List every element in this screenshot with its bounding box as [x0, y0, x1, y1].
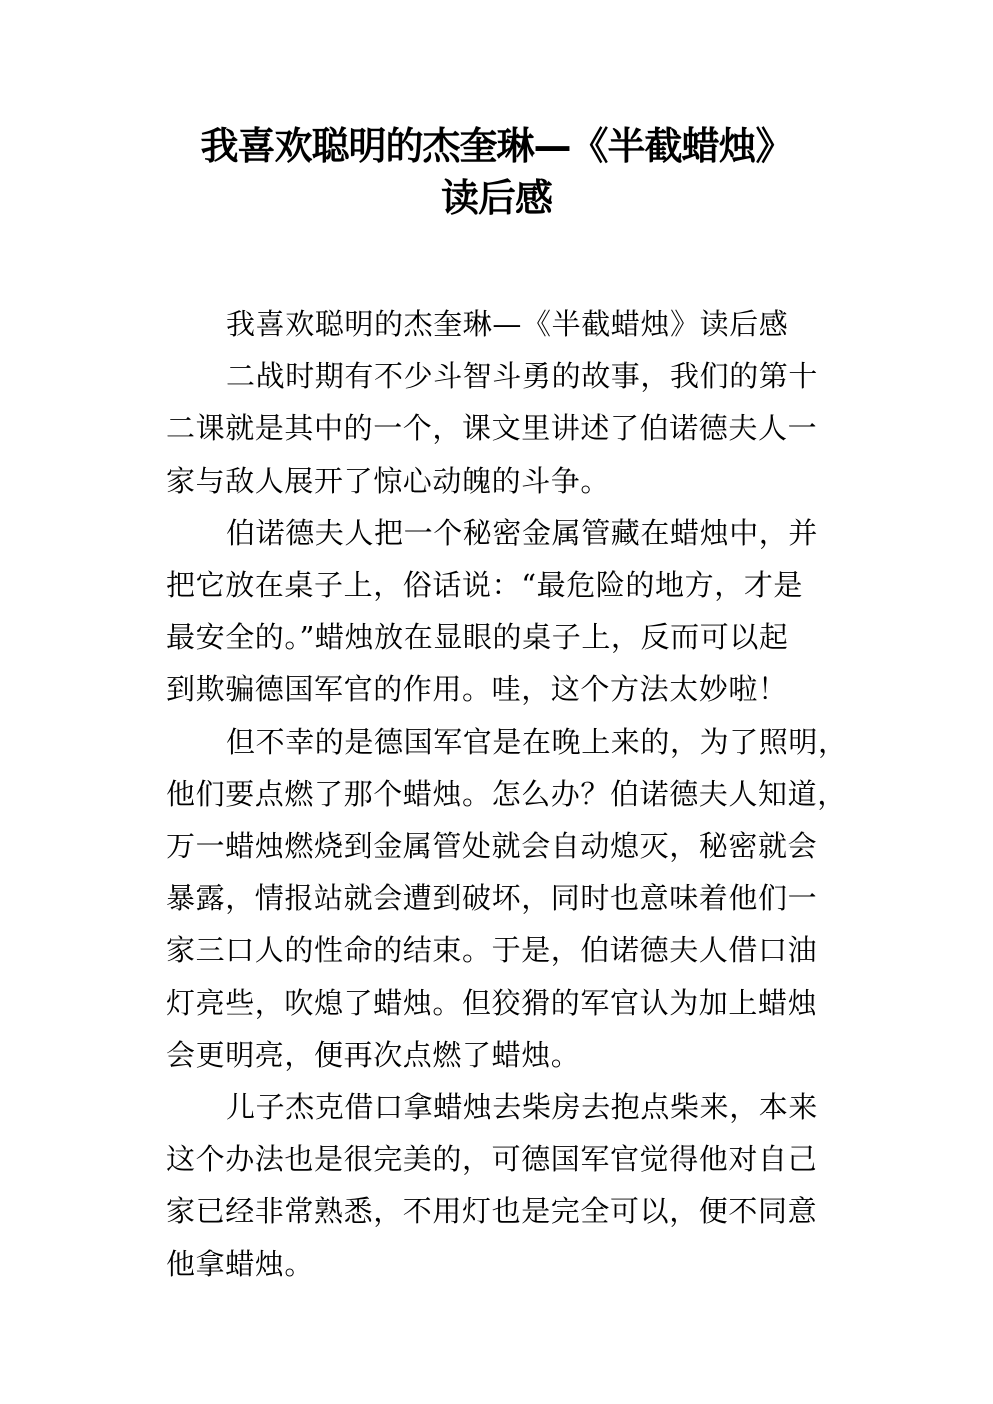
text-line: 家已经非常熟悉，不用灯也是完全可以，便不同意	[166, 1194, 818, 1229]
text-line: 灯亮些，吹熄了蜡烛。但狡猾的军官认为加上蜡烛	[166, 985, 818, 1020]
text-line: 万一蜡烛燃烧到金属管处就会自动熄灭，秘密就会	[166, 829, 818, 864]
text-line: 我喜欢聪明的杰奎琳—《半截蜡烛》读后感	[226, 307, 789, 341]
text-line: 家与敌人展开了惊心动魄的斗争。	[166, 463, 611, 498]
text-line: 伯诺德夫人把一个秘密金属管藏在蜡烛中，并	[226, 515, 819, 550]
paragraph-jack	[166, 1081, 846, 1290]
text-line: 二课就是其中的一个，课文里讲述了伯诺德夫人一	[166, 411, 818, 446]
text-line: 最安全的。”蜡烛放在显眼的桌子上，反而可以起	[166, 620, 789, 655]
paragraph-intro	[166, 350, 846, 507]
paragraph-hiding	[166, 507, 846, 716]
paragraph-subtitle	[166, 298, 846, 350]
text-line: 二战时期有不少斗智斗勇的故事，我们的第十	[226, 359, 819, 394]
text-line: 把它放在桌子上，俗话说：“最危险的地方，才是	[166, 568, 804, 603]
text-line: 儿子杰克借口拿蜡烛去柴房去抱点柴来，本来	[226, 1090, 819, 1125]
text-line: 会更明亮，便再次点燃了蜡烛。	[166, 1037, 581, 1072]
text-line: 但不幸的是德国军官是在晚上来的，为了照明，	[226, 724, 848, 759]
text-line: 到欺骗德国军官的作用。哇，这个方法太妙啦！	[166, 672, 788, 707]
title-line-1: 我喜欢聪明的杰奎琳—《半截蜡烛》	[200, 124, 793, 168]
text-line: 暴露，情报站就会遭到破坏，同时也意味着他们一	[166, 881, 818, 916]
document-body	[166, 298, 846, 1290]
paragraph-danger	[166, 716, 846, 1081]
text-line: 家三口人的性命的结束。于是，伯诺德夫人借口油	[166, 933, 818, 968]
text-line: 他们要点燃了那个蜡烛。怎么办？伯诺德夫人知道，	[166, 776, 847, 811]
document-title	[0, 120, 993, 224]
title-line-2: 读后感	[440, 176, 552, 220]
text-line: 这个办法也是很完美的，可德国军官觉得他对自己	[166, 1142, 818, 1177]
text-line: 他拿蜡烛。	[166, 1246, 315, 1281]
